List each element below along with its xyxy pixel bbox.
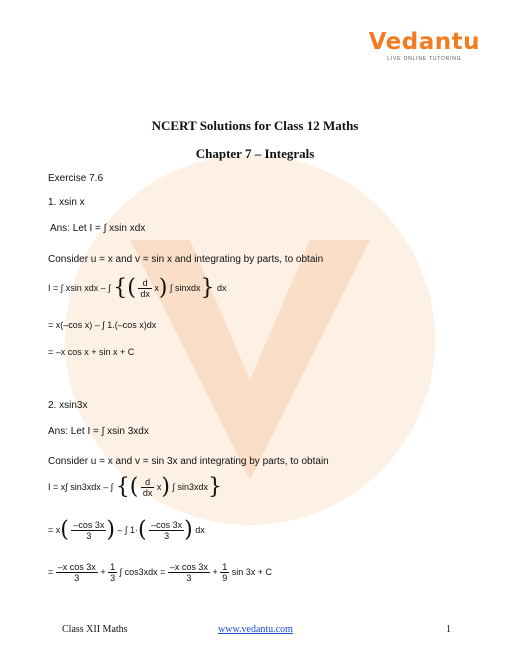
q1-step-3: = –x cos x + sin x + C: [48, 347, 135, 357]
question-1: 1. xsin x: [48, 197, 85, 208]
chapter-title: Chapter 7 – Integrals: [195, 146, 315, 161]
exercise-heading: Exercise 7.6: [48, 173, 104, 184]
q2-derivative: $\frac{d}{dx}$: [142, 477, 153, 498]
consider-2: Consider u = x and v = sin 3x and integrating by parts, to obtain: [48, 456, 329, 467]
footer-class-label: Class XII Maths: [62, 624, 128, 635]
q1-step-2: = x(–cos x) – ∫ 1.(–cos x)dx: [48, 320, 157, 330]
footer-website-link[interactable]: www.vedantu.com: [218, 624, 293, 635]
logo-wordmark: Vedantu: [368, 29, 480, 55]
q1-step1-a: I = ∫ xsin xdx – ∫: [48, 282, 111, 293]
question-2: 2. xsin3x: [48, 400, 88, 411]
vedantu-logo: [369, 30, 480, 62]
vedantu-watermark: [60, 150, 440, 530]
answer-2-let: Ans: Let I = ∫ xsin 3xdx: [48, 426, 149, 437]
q2-step-1: I = x∫ sin3xdx – ∫ {( $\frac{d}{dx}$ x) ∫ sin3xdx}: [48, 474, 222, 500]
q2-step-2: = x( $\frac{-\cos 3x}{3}$ ) – ∫ 1·( $\frac{-\cos 3x}{3}$ ) dx: [48, 517, 205, 543]
consider-1: Consider u = x and v = sin x and integrating by parts, to obtain: [48, 254, 324, 265]
page-title: NCERT Solutions for Class 12 Maths: [151, 118, 359, 133]
answer-1-let: Ans: Let I = ∫ xsin xdx: [50, 223, 146, 234]
q1-step-1: I = ∫ xsin xdx – ∫ {( $\frac{d}{dx}$ x) ∫ sinxdx} dx: [48, 275, 227, 301]
q2-step-3: = $\frac{\text{–x cos 3x}}{3}$ + $\frac{1}{3}$ ∫ cos3xdx = $\frac{\text{–x cos 3x}}{3}$ + $\frac{1}{9}$ sin 3x + C: [48, 562, 273, 583]
q1-derivative: $\frac{d}{dx}$: [140, 278, 150, 299]
page-number: 1: [446, 624, 451, 635]
logo-tagline: LIVE ONLINE TUTORING: [387, 56, 462, 62]
